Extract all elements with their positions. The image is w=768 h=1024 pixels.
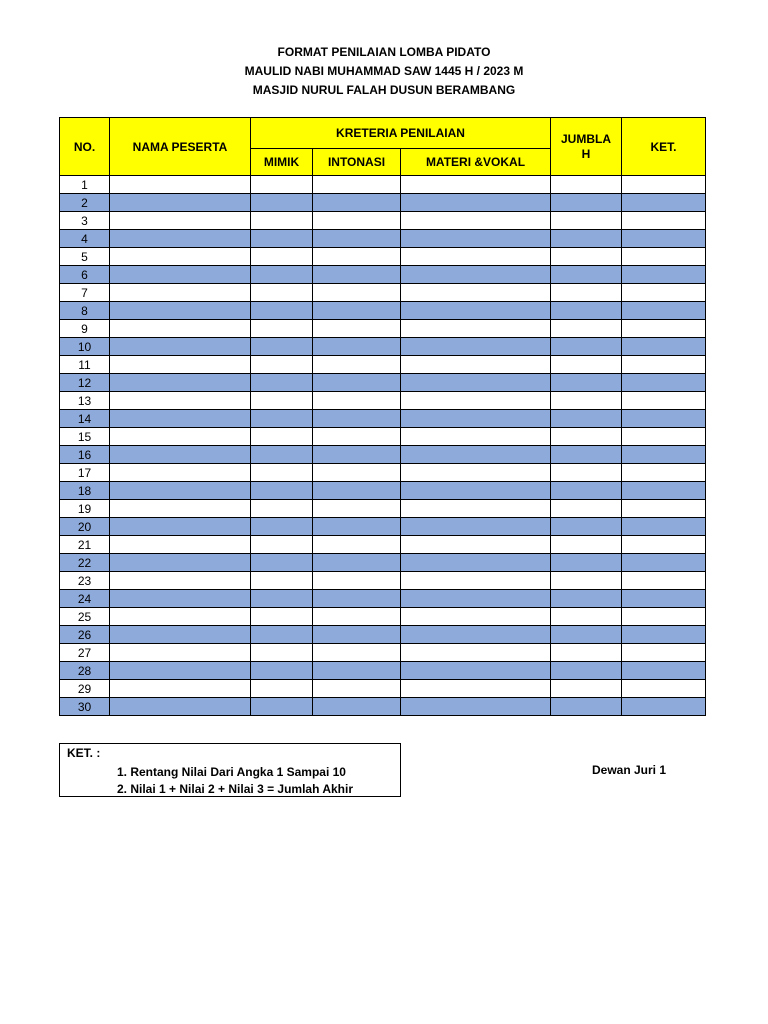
cell-nama[interactable] bbox=[110, 482, 251, 500]
cell-ket[interactable] bbox=[622, 356, 706, 374]
cell-mimik[interactable] bbox=[251, 554, 313, 572]
cell-mimik[interactable] bbox=[251, 392, 313, 410]
cell-jumlah[interactable] bbox=[551, 338, 622, 356]
title-line-1: FORMAT PENILAIAN LOMBA PIDATO bbox=[277, 45, 491, 59]
cell-nama[interactable] bbox=[110, 500, 251, 518]
table-row bbox=[60, 212, 706, 230]
cell-intonasi[interactable] bbox=[313, 644, 401, 662]
cell-no: 10 bbox=[60, 338, 110, 356]
cell-materi[interactable] bbox=[401, 374, 551, 392]
cell-jumlah[interactable] bbox=[551, 194, 622, 212]
note-item-2: 2. Nilai 1 + Nilai 2 + Nilai 3 = Jumlah Akhir bbox=[117, 782, 353, 796]
cell-jumlah[interactable] bbox=[551, 698, 622, 716]
cell-ket[interactable] bbox=[622, 374, 706, 392]
cell-materi[interactable] bbox=[401, 662, 551, 680]
header-mimik: MIMIK bbox=[251, 149, 313, 176]
table-row bbox=[60, 194, 706, 212]
cell-nama[interactable] bbox=[110, 536, 251, 554]
cell-jumlah[interactable] bbox=[551, 608, 622, 626]
cell-no: 6 bbox=[60, 266, 110, 284]
cell-nama[interactable] bbox=[110, 572, 251, 590]
cell-jumlah[interactable] bbox=[551, 536, 622, 554]
cell-no: 27 bbox=[60, 644, 110, 662]
cell-ket[interactable] bbox=[622, 392, 706, 410]
cell-materi[interactable] bbox=[401, 482, 551, 500]
cell-intonasi[interactable] bbox=[313, 212, 401, 230]
cell-nama[interactable] bbox=[110, 374, 251, 392]
cell-materi[interactable] bbox=[401, 554, 551, 572]
table-row bbox=[60, 482, 706, 500]
cell-no: 2 bbox=[60, 194, 110, 212]
cell-intonasi[interactable] bbox=[313, 392, 401, 410]
cell-mimik[interactable] bbox=[251, 212, 313, 230]
cell-mimik[interactable] bbox=[251, 608, 313, 626]
cell-nama[interactable] bbox=[110, 284, 251, 302]
cell-mimik[interactable] bbox=[251, 176, 313, 194]
cell-mimik[interactable] bbox=[251, 230, 313, 248]
cell-jumlah[interactable] bbox=[551, 320, 622, 338]
cell-ket[interactable] bbox=[622, 626, 706, 644]
cell-materi[interactable] bbox=[401, 338, 551, 356]
cell-no: 19 bbox=[60, 500, 110, 518]
table-row bbox=[60, 464, 706, 482]
cell-ket[interactable] bbox=[622, 644, 706, 662]
score-table-body bbox=[60, 176, 706, 716]
title-line-3: MASJID NURUL FALAH DUSUN BERAMBANG bbox=[252, 83, 516, 97]
cell-nama[interactable] bbox=[110, 662, 251, 680]
cell-nama[interactable] bbox=[110, 392, 251, 410]
cell-materi[interactable] bbox=[401, 608, 551, 626]
cell-jumlah[interactable] bbox=[551, 356, 622, 374]
cell-jumlah[interactable] bbox=[551, 572, 622, 590]
cell-ket[interactable] bbox=[622, 572, 706, 590]
cell-mimik[interactable] bbox=[251, 626, 313, 644]
cell-intonasi[interactable] bbox=[313, 230, 401, 248]
cell-materi[interactable] bbox=[401, 536, 551, 554]
cell-no: 20 bbox=[60, 518, 110, 536]
cell-intonasi[interactable] bbox=[313, 464, 401, 482]
judge-signature-label: Dewan Juri 1 bbox=[592, 763, 667, 777]
cell-ket[interactable] bbox=[622, 536, 706, 554]
cell-intonasi[interactable] bbox=[313, 554, 401, 572]
cell-materi[interactable] bbox=[401, 500, 551, 518]
cell-intonasi[interactable] bbox=[313, 590, 401, 608]
cell-intonasi[interactable] bbox=[313, 482, 401, 500]
cell-mimik[interactable] bbox=[251, 662, 313, 680]
cell-nama[interactable] bbox=[110, 266, 251, 284]
cell-ket[interactable] bbox=[622, 410, 706, 428]
cell-materi[interactable] bbox=[401, 410, 551, 428]
cell-jumlah[interactable] bbox=[551, 410, 622, 428]
cell-nama[interactable] bbox=[110, 608, 251, 626]
cell-intonasi[interactable] bbox=[313, 428, 401, 446]
cell-mimik[interactable] bbox=[251, 482, 313, 500]
cell-jumlah[interactable] bbox=[551, 212, 622, 230]
cell-materi[interactable] bbox=[401, 320, 551, 338]
cell-ket[interactable] bbox=[622, 518, 706, 536]
cell-no: 4 bbox=[60, 230, 110, 248]
cell-intonasi[interactable] bbox=[313, 680, 401, 698]
cell-jumlah[interactable] bbox=[551, 626, 622, 644]
cell-no: 5 bbox=[60, 248, 110, 266]
cell-no: 30 bbox=[60, 698, 110, 716]
cell-ket[interactable] bbox=[622, 230, 706, 248]
cell-materi[interactable] bbox=[401, 626, 551, 644]
table-row bbox=[60, 590, 706, 608]
cell-intonasi[interactable] bbox=[313, 356, 401, 374]
cell-no: 16 bbox=[60, 446, 110, 464]
header-materi-vokal: MATERI &VOKAL bbox=[401, 149, 551, 176]
cell-materi[interactable] bbox=[401, 698, 551, 716]
cell-materi[interactable] bbox=[401, 428, 551, 446]
table-row bbox=[60, 230, 706, 248]
cell-intonasi[interactable] bbox=[313, 410, 401, 428]
cell-nama[interactable] bbox=[110, 194, 251, 212]
cell-intonasi[interactable] bbox=[313, 662, 401, 680]
cell-intonasi[interactable] bbox=[313, 698, 401, 716]
cell-nama[interactable] bbox=[110, 356, 251, 374]
cell-intonasi[interactable] bbox=[313, 608, 401, 626]
cell-no: 9 bbox=[60, 320, 110, 338]
cell-mimik[interactable] bbox=[251, 320, 313, 338]
table-row bbox=[60, 536, 706, 554]
cell-nama[interactable] bbox=[110, 644, 251, 662]
cell-intonasi[interactable] bbox=[313, 518, 401, 536]
cell-intonasi[interactable] bbox=[313, 500, 401, 518]
table-row bbox=[60, 302, 706, 320]
table-row bbox=[60, 266, 706, 284]
cell-mimik[interactable] bbox=[251, 194, 313, 212]
cell-nama[interactable] bbox=[110, 248, 251, 266]
cell-no: 15 bbox=[60, 428, 110, 446]
header-nama-peserta: NAMA PESERTA bbox=[110, 118, 251, 176]
cell-ket[interactable] bbox=[622, 482, 706, 500]
cell-materi[interactable] bbox=[401, 302, 551, 320]
table-row bbox=[60, 392, 706, 410]
title-line-2: MAULID NABI MUHAMMAD SAW 1445 H / 2023 M bbox=[244, 64, 524, 78]
cell-mimik[interactable] bbox=[251, 374, 313, 392]
document-title-block bbox=[0, 43, 768, 100]
cell-mimik[interactable] bbox=[251, 356, 313, 374]
cell-ket[interactable] bbox=[622, 608, 706, 626]
cell-intonasi[interactable] bbox=[313, 302, 401, 320]
score-table bbox=[59, 117, 706, 716]
cell-ket[interactable] bbox=[622, 446, 706, 464]
cell-nama[interactable] bbox=[110, 590, 251, 608]
cell-jumlah[interactable] bbox=[551, 392, 622, 410]
cell-jumlah[interactable] bbox=[551, 554, 622, 572]
cell-ket[interactable] bbox=[622, 266, 706, 284]
cell-no: 21 bbox=[60, 536, 110, 554]
cell-intonasi[interactable] bbox=[313, 320, 401, 338]
cell-intonasi[interactable] bbox=[313, 266, 401, 284]
cell-nama[interactable] bbox=[110, 698, 251, 716]
cell-mimik[interactable] bbox=[251, 644, 313, 662]
cell-nama[interactable] bbox=[110, 518, 251, 536]
table-row bbox=[60, 428, 706, 446]
cell-materi[interactable] bbox=[401, 572, 551, 590]
cell-nama[interactable] bbox=[110, 428, 251, 446]
cell-jumlah[interactable] bbox=[551, 374, 622, 392]
cell-materi[interactable] bbox=[401, 194, 551, 212]
cell-no: 14 bbox=[60, 410, 110, 428]
note-item-1: 1. Rentang Nilai Dari Angka 1 Sampai 10 bbox=[117, 765, 346, 779]
table-row bbox=[60, 662, 706, 680]
cell-no: 26 bbox=[60, 626, 110, 644]
cell-mimik[interactable] bbox=[251, 446, 313, 464]
table-row bbox=[60, 320, 706, 338]
cell-nama[interactable] bbox=[110, 302, 251, 320]
cell-nama[interactable] bbox=[110, 554, 251, 572]
cell-no: 24 bbox=[60, 590, 110, 608]
cell-intonasi[interactable] bbox=[313, 338, 401, 356]
cell-no: 13 bbox=[60, 392, 110, 410]
cell-ket[interactable] bbox=[622, 248, 706, 266]
cell-no: 18 bbox=[60, 482, 110, 500]
cell-mimik[interactable] bbox=[251, 536, 313, 554]
cell-jumlah[interactable] bbox=[551, 266, 622, 284]
cell-ket[interactable] bbox=[622, 500, 706, 518]
cell-no: 7 bbox=[60, 284, 110, 302]
cell-no: 17 bbox=[60, 464, 110, 482]
table-row bbox=[60, 554, 706, 572]
table-row bbox=[60, 518, 706, 536]
cell-jumlah[interactable] bbox=[551, 302, 622, 320]
cell-jumlah[interactable] bbox=[551, 176, 622, 194]
cell-ket[interactable] bbox=[622, 662, 706, 680]
cell-nama[interactable] bbox=[110, 320, 251, 338]
cell-mimik[interactable] bbox=[251, 500, 313, 518]
cell-jumlah[interactable] bbox=[551, 680, 622, 698]
cell-mimik[interactable] bbox=[251, 266, 313, 284]
header-ket: KET. bbox=[622, 118, 706, 176]
table-row bbox=[60, 572, 706, 590]
cell-ket[interactable] bbox=[622, 320, 706, 338]
table-row bbox=[60, 284, 706, 302]
cell-mimik[interactable] bbox=[251, 518, 313, 536]
header-no: NO. bbox=[60, 118, 110, 176]
cell-mimik[interactable] bbox=[251, 248, 313, 266]
cell-intonasi[interactable] bbox=[313, 446, 401, 464]
cell-jumlah[interactable] bbox=[551, 230, 622, 248]
header-kriteria-penilaian: KRETERIA PENILAIAN bbox=[251, 118, 551, 149]
cell-mimik[interactable] bbox=[251, 572, 313, 590]
notes-title: KET. : bbox=[67, 746, 101, 760]
cell-materi[interactable] bbox=[401, 392, 551, 410]
cell-intonasi[interactable] bbox=[313, 536, 401, 554]
cell-no: 3 bbox=[60, 212, 110, 230]
cell-materi[interactable] bbox=[401, 284, 551, 302]
table-row bbox=[60, 680, 706, 698]
table-row bbox=[60, 698, 706, 716]
cell-mimik[interactable] bbox=[251, 428, 313, 446]
cell-jumlah[interactable] bbox=[551, 518, 622, 536]
cell-materi[interactable] bbox=[401, 248, 551, 266]
cell-no: 29 bbox=[60, 680, 110, 698]
cell-ket[interactable] bbox=[622, 590, 706, 608]
cell-ket[interactable] bbox=[622, 284, 706, 302]
cell-nama[interactable] bbox=[110, 230, 251, 248]
cell-jumlah[interactable] bbox=[551, 662, 622, 680]
cell-ket[interactable] bbox=[622, 554, 706, 572]
cell-materi[interactable] bbox=[401, 176, 551, 194]
cell-ket[interactable] bbox=[622, 194, 706, 212]
header-intonasi: INTONASI bbox=[313, 149, 401, 176]
table-row bbox=[60, 248, 706, 266]
cell-materi[interactable] bbox=[401, 680, 551, 698]
cell-jumlah[interactable] bbox=[551, 590, 622, 608]
table-row bbox=[60, 446, 706, 464]
cell-no: 11 bbox=[60, 356, 110, 374]
cell-no: 8 bbox=[60, 302, 110, 320]
cell-ket[interactable] bbox=[622, 428, 706, 446]
cell-materi[interactable] bbox=[401, 464, 551, 482]
cell-nama[interactable] bbox=[110, 410, 251, 428]
cell-no: 28 bbox=[60, 662, 110, 680]
cell-intonasi[interactable] bbox=[313, 194, 401, 212]
cell-no: 12 bbox=[60, 374, 110, 392]
cell-materi[interactable] bbox=[401, 356, 551, 374]
table-row bbox=[60, 338, 706, 356]
cell-intonasi[interactable] bbox=[313, 374, 401, 392]
cell-no: 1 bbox=[60, 176, 110, 194]
table-row bbox=[60, 374, 706, 392]
cell-ket[interactable] bbox=[622, 302, 706, 320]
header-jumlah: JUMBLA H bbox=[551, 118, 622, 176]
cell-intonasi[interactable] bbox=[313, 626, 401, 644]
cell-mimik[interactable] bbox=[251, 464, 313, 482]
cell-jumlah[interactable] bbox=[551, 464, 622, 482]
cell-mimik[interactable] bbox=[251, 590, 313, 608]
cell-intonasi[interactable] bbox=[313, 248, 401, 266]
cell-ket[interactable] bbox=[622, 212, 706, 230]
cell-mimik[interactable] bbox=[251, 284, 313, 302]
cell-ket[interactable] bbox=[622, 680, 706, 698]
cell-nama[interactable] bbox=[110, 446, 251, 464]
cell-jumlah[interactable] bbox=[551, 482, 622, 500]
cell-mimik[interactable] bbox=[251, 338, 313, 356]
cell-jumlah[interactable] bbox=[551, 248, 622, 266]
cell-intonasi[interactable] bbox=[313, 284, 401, 302]
cell-materi[interactable] bbox=[401, 230, 551, 248]
table-row bbox=[60, 356, 706, 374]
cell-nama[interactable] bbox=[110, 680, 251, 698]
cell-jumlah[interactable] bbox=[551, 644, 622, 662]
table-row bbox=[60, 608, 706, 626]
cell-materi[interactable] bbox=[401, 446, 551, 464]
cell-mimik[interactable] bbox=[251, 302, 313, 320]
cell-nama[interactable] bbox=[110, 176, 251, 194]
cell-ket[interactable] bbox=[622, 338, 706, 356]
cell-ket[interactable] bbox=[622, 698, 706, 716]
cell-materi[interactable] bbox=[401, 266, 551, 284]
cell-nama[interactable] bbox=[110, 212, 251, 230]
cell-nama[interactable] bbox=[110, 338, 251, 356]
cell-intonasi[interactable] bbox=[313, 572, 401, 590]
table-row bbox=[60, 410, 706, 428]
cell-nama[interactable] bbox=[110, 464, 251, 482]
cell-materi[interactable] bbox=[401, 212, 551, 230]
cell-mimik[interactable] bbox=[251, 680, 313, 698]
cell-jumlah[interactable] bbox=[551, 500, 622, 518]
cell-no: 25 bbox=[60, 608, 110, 626]
cell-nama[interactable] bbox=[110, 626, 251, 644]
cell-intonasi[interactable] bbox=[313, 176, 401, 194]
cell-jumlah[interactable] bbox=[551, 284, 622, 302]
cell-mimik[interactable] bbox=[251, 698, 313, 716]
table-row bbox=[60, 176, 706, 194]
cell-jumlah[interactable] bbox=[551, 428, 622, 446]
cell-materi[interactable] bbox=[401, 518, 551, 536]
cell-ket[interactable] bbox=[622, 464, 706, 482]
cell-no: 22 bbox=[60, 554, 110, 572]
cell-mimik[interactable] bbox=[251, 410, 313, 428]
cell-no: 23 bbox=[60, 572, 110, 590]
cell-ket[interactable] bbox=[622, 176, 706, 194]
notes-box bbox=[59, 743, 401, 797]
table-row bbox=[60, 626, 706, 644]
cell-materi[interactable] bbox=[401, 644, 551, 662]
cell-materi[interactable] bbox=[401, 590, 551, 608]
cell-jumlah[interactable] bbox=[551, 446, 622, 464]
table-row bbox=[60, 644, 706, 662]
table-row bbox=[60, 500, 706, 518]
